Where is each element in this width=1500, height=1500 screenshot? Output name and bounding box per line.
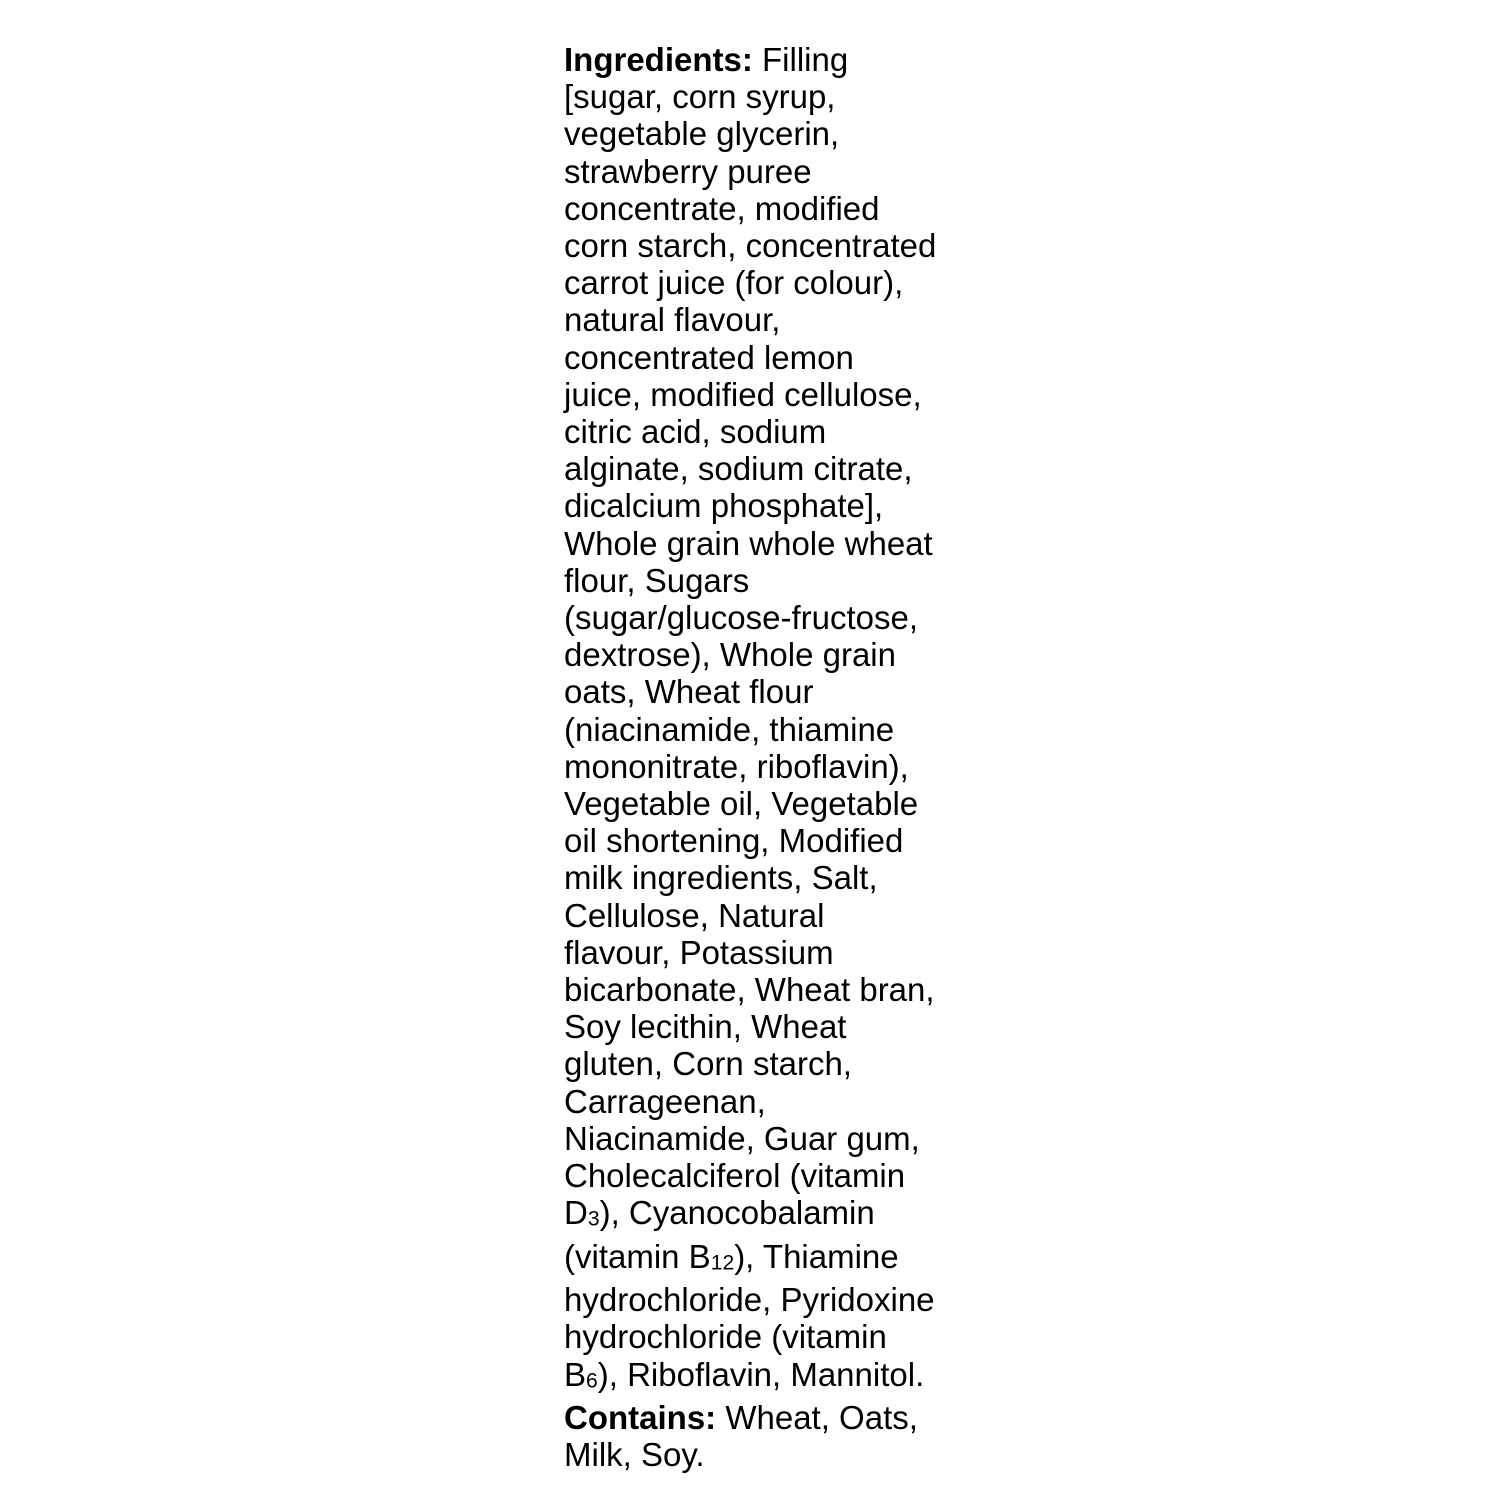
- text-segment: bicarbonate, Wheat bran,: [564, 971, 935, 1009]
- ingredients-line-34: [564, 1281, 964, 1318]
- ingredients-line-2: [564, 78, 964, 115]
- text-segment: ), Thiamine: [734, 1237, 899, 1275]
- ingredients-line-3: [564, 115, 964, 152]
- text-segment: alginate, sodium citrate,: [564, 450, 913, 488]
- text-segment: vegetable glycerin,: [564, 115, 840, 153]
- ingredients-line-22: [564, 822, 964, 859]
- ingredients-line-18: [564, 673, 964, 710]
- ingredients-line-33: [564, 1238, 964, 1281]
- ingredients-line-30: [564, 1120, 964, 1157]
- subscript-segment: 6: [586, 1368, 598, 1392]
- ingredients-line-1: [564, 41, 964, 78]
- text-segment: Cholecalciferol (vitamin: [564, 1157, 906, 1195]
- text-segment: Niacinamide, Guar gum,: [564, 1119, 920, 1157]
- ingredients-line-15: [564, 562, 964, 599]
- text-segment: hydrochloride, Pyridoxine: [564, 1281, 935, 1319]
- text-segment: citric acid, sodium: [564, 413, 827, 451]
- ingredients-line-6: [564, 227, 964, 264]
- ingredients-line-7: [564, 264, 964, 301]
- ingredients-paragraph: [564, 41, 964, 1474]
- text-segment: natural flavour,: [564, 301, 781, 339]
- ingredients-line-38: [564, 1436, 964, 1473]
- text-segment: Wheat, Oats,: [716, 1399, 918, 1437]
- ingredients-line-32: [564, 1194, 964, 1237]
- ingredients-line-27: [564, 1008, 964, 1045]
- ingredients-line-23: [564, 859, 964, 896]
- text-segment: flour, Sugars: [564, 561, 750, 599]
- text-segment: Filling: [752, 41, 849, 78]
- ingredients-line-36: [564, 1356, 964, 1399]
- ingredients-heading-segment: Contains:: [564, 1399, 717, 1437]
- ingredients-line-31: [564, 1157, 964, 1194]
- text-segment: corn starch, concentrated: [564, 227, 937, 265]
- ingredients-line-5: [564, 190, 964, 227]
- text-segment: concentrated lemon: [564, 338, 854, 376]
- ingredients-line-17: [564, 636, 964, 673]
- ingredients-line-35: [564, 1318, 964, 1355]
- text-segment: [sugar, corn syrup,: [564, 78, 836, 116]
- ingredients-line-13: [564, 487, 964, 524]
- text-segment: oats, Wheat flour: [564, 673, 814, 711]
- text-segment: mononitrate, riboflavin),: [564, 747, 909, 785]
- text-segment: hydrochloride (vitamin: [564, 1318, 887, 1356]
- subscript-segment: 3: [587, 1207, 600, 1231]
- text-segment: ), Riboflavin, Mannitol.: [597, 1355, 925, 1393]
- ingredients-line-10: [564, 376, 964, 413]
- ingredients-line-12: [564, 450, 964, 487]
- text-segment: dicalcium phosphate],: [564, 487, 884, 525]
- text-segment: Cellulose, Natural: [564, 896, 825, 934]
- text-segment: Milk, Soy.: [564, 1436, 705, 1474]
- text-segment: (sugar/glucose-fructose,: [564, 599, 918, 637]
- text-segment: Whole grain whole wheat: [564, 524, 933, 562]
- ingredients-line-28: [564, 1045, 964, 1082]
- text-segment: (niacinamide, thiamine: [564, 710, 895, 748]
- subscript-segment: 12: [710, 1251, 735, 1275]
- text-segment: Soy lecithin, Wheat: [564, 1008, 847, 1046]
- text-segment: (vitamin B: [564, 1237, 711, 1275]
- text-segment: oil shortening, Modified: [564, 822, 904, 860]
- ingredients-line-16: [564, 599, 964, 636]
- ingredients-line-21: [564, 785, 964, 822]
- text-segment: carrot juice (for colour),: [564, 264, 904, 302]
- text-segment: D: [564, 1194, 588, 1232]
- ingredients-heading-segment: Ingredients:: [564, 41, 753, 78]
- ingredients-line-11: [564, 413, 964, 450]
- text-segment: concentrate, modified: [564, 189, 880, 227]
- ingredients-line-9: [564, 339, 964, 376]
- text-segment: juice, modified cellulose,: [564, 375, 922, 413]
- ingredients-line-19: [564, 711, 964, 748]
- ingredients-line-29: [564, 1083, 964, 1120]
- text-segment: gluten, Corn starch,: [564, 1045, 852, 1083]
- text-segment: Carrageenan,: [564, 1082, 766, 1120]
- text-segment: flavour, Potassium: [564, 933, 834, 971]
- text-segment: strawberry puree: [564, 152, 812, 190]
- text-segment: B: [564, 1355, 587, 1393]
- ingredients-line-8: [564, 301, 964, 338]
- ingredients-line-24: [564, 897, 964, 934]
- ingredients-line-25: [564, 934, 964, 971]
- text-segment: Vegetable oil, Vegetable: [564, 785, 919, 823]
- ingredients-line-26: [564, 971, 964, 1008]
- ingredients-line-14: [564, 525, 964, 562]
- text-segment: dextrose), Whole grain: [564, 636, 896, 674]
- text-segment: ), Cyanocobalamin: [599, 1194, 875, 1232]
- ingredients-line-37: [564, 1399, 964, 1436]
- text-segment: milk ingredients, Salt,: [564, 859, 878, 897]
- ingredients-line-20: [564, 748, 964, 785]
- ingredients-line-4: [564, 153, 964, 190]
